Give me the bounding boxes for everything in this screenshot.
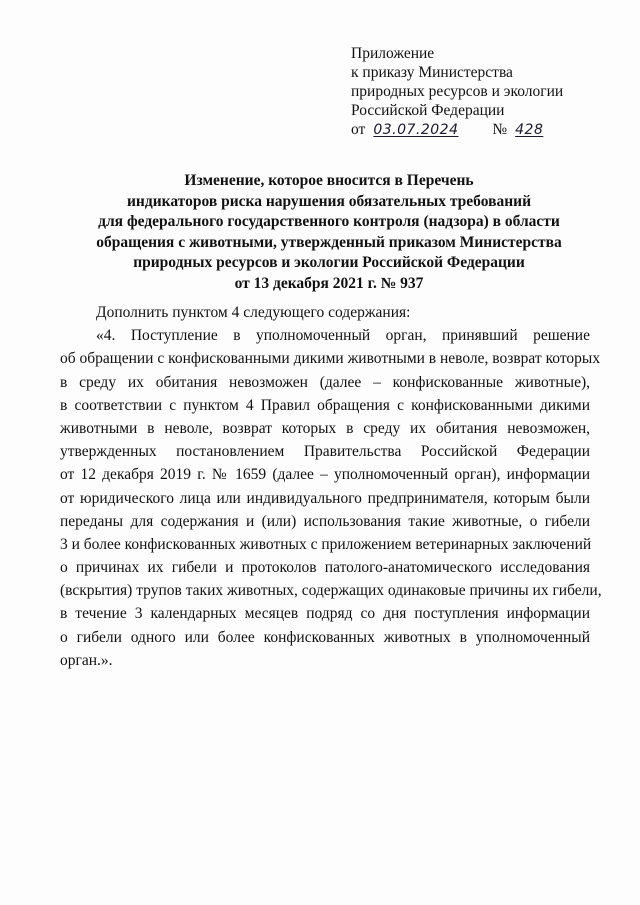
title-line: для федерального государственного контроля (надзора) в области	[98, 213, 560, 230]
amendment-paragraph	[60, 324, 602, 672]
paragraph-line: в течение 3 календарных месяцев подряд со дня поступления информации	[60, 605, 590, 623]
handwritten-date: 03.07.2024	[373, 122, 459, 138]
intro-text: Дополнить пунктом 4 следующего содержания:	[96, 304, 411, 321]
handwritten-number: 428	[515, 122, 544, 138]
appendix-line-3: природных ресурсов и экологии	[351, 83, 564, 100]
paragraph-line: от 12 декабря 2019 г. № 1659 (далее – уполномоченный орган), информации	[60, 466, 590, 484]
paragraph-line: о причинах их гибели и протоколов патолого-анатомического исследования	[60, 559, 590, 577]
title-line: обращения с животными, утвержденный приказом Министерства	[96, 233, 562, 251]
paragraph-line: орган.».	[60, 651, 113, 669]
appendix-line-4: Российской Федерации	[351, 102, 505, 119]
title-line: природных ресурсов и экологии Российской Федерации	[133, 254, 525, 271]
paragraph-line: утвержденных постановлением Правительства Российской Федерации	[60, 443, 590, 461]
document-title	[60, 171, 598, 294]
document-body	[60, 301, 602, 672]
paragraph-line: от юридического лица или индивидуального предпринимателя, которым были	[60, 489, 590, 507]
paragraph-line: животными в неволе, возврат которых в среду их обитания невозможен,	[60, 419, 590, 437]
paragraph-line: в среду их обитания невозможен (далее – конфискованные животные),	[60, 373, 590, 391]
paragraph-line: об обращении с конфискованными дикими животными в неволе, возврат которых	[60, 350, 601, 368]
date-prefix: от	[351, 121, 366, 138]
appendix-line-2: к приказу Министерства	[351, 64, 513, 81]
paragraph-line: о гибели одного или более конфискованных животных в уполномоченный	[60, 628, 590, 646]
title-line: индикаторов риска нарушения обязательных требований	[127, 192, 531, 210]
number-prefix: №	[492, 121, 508, 138]
paragraph-line: 3 и более конфискованных животных с приложением ветеринарных заключений	[60, 535, 592, 553]
appendix-date-number-line	[351, 120, 611, 140]
appendix-line-1: Приложение	[351, 45, 435, 62]
title-line: Изменение, которое вносится в Перечень	[184, 172, 474, 189]
paragraph-line: (вскрытия) трупов таких животных, содержащих одинаковые причины их гибели,	[60, 582, 602, 600]
appendix-header	[351, 44, 611, 140]
paragraph-line: «4. Поступление в уполномоченный орган, принявший решение	[96, 327, 590, 345]
title-line: от 13 декабря 2021 г. № 937	[234, 274, 424, 292]
paragraph-line: в соответствии с пунктом 4 Правил обращения с конфискованными дикими	[60, 396, 590, 414]
paragraph-line: переданы для содержания и (или) использования такие животные, о гибели	[60, 512, 590, 530]
